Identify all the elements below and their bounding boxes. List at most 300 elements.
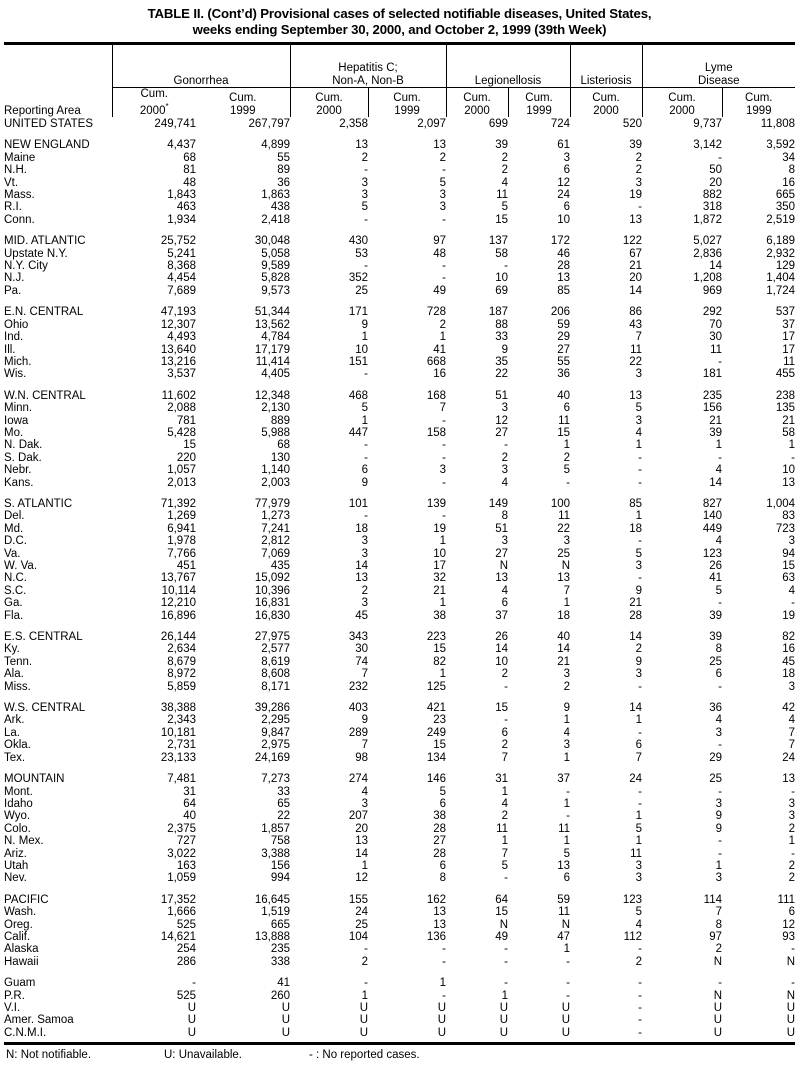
row-value-cell: 11,602: [161, 389, 196, 402]
row-area-label: Va.: [4, 547, 21, 560]
row-value-cell: U: [187, 1014, 196, 1027]
row-value-cell: 63: [782, 572, 796, 585]
row-value-cell: 15: [433, 643, 447, 656]
row-spacer: [4, 226, 795, 235]
table-row: [4, 798, 795, 810]
row-value-cell: 15,092: [254, 572, 291, 585]
table-row: [4, 177, 795, 189]
row-value-cell: U: [359, 1014, 369, 1027]
row-value-cell: 4: [563, 726, 571, 739]
row-value-cell: 45: [782, 655, 796, 668]
row-value-cell: 1: [563, 439, 571, 452]
table-header: [4, 44, 795, 118]
row-value-cell: 1: [361, 331, 369, 344]
row-value-cell: 104: [348, 930, 369, 943]
table-row: [4, 548, 795, 560]
row-value-cell: 5,241: [167, 247, 196, 260]
row-value-cell: 5: [361, 201, 369, 214]
row-value-cell: 13,888: [254, 930, 291, 943]
row-value-cell: -: [504, 977, 509, 990]
row-value-cell: -: [504, 872, 509, 885]
row-value-cell: 4,405: [261, 368, 291, 381]
row-value-cell: -: [638, 1026, 643, 1039]
row-value-cell: -: [566, 989, 571, 1002]
row-value-cell: 27,975: [254, 631, 291, 644]
row-value-cell: 17,352: [160, 893, 196, 906]
row-area-label: Ky.: [4, 643, 20, 656]
row-value-cell: 235: [702, 389, 723, 402]
spacer-cell: [4, 489, 795, 498]
table-row: [4, 344, 795, 356]
row-value-cell: 39: [495, 139, 509, 152]
row-value-cell: -: [791, 451, 796, 464]
row-value-cell: 781: [176, 414, 196, 427]
row-value-cell: 37: [557, 773, 571, 786]
row-value-cell: 2: [563, 680, 571, 693]
table-row: [4, 752, 795, 764]
row-value-cell: 5: [635, 822, 643, 835]
row-value-cell: -: [638, 535, 643, 548]
row-area-label: N.H.: [4, 164, 27, 177]
row-area-label: Md.: [4, 522, 24, 535]
row-value-cell: 13: [782, 773, 796, 786]
subheader-cum-label: Cum.: [745, 92, 773, 104]
row-value-cell: 7: [361, 668, 369, 681]
row-value-cell: 28: [629, 609, 643, 622]
row-value-cell: 22: [629, 355, 643, 368]
row-area-label: Ark.: [4, 714, 25, 727]
row-value-cell: 728: [426, 306, 447, 319]
row-value-cell: 3: [361, 176, 369, 189]
row-value-cell: 12: [355, 872, 369, 885]
row-value-cell: 430: [348, 235, 369, 248]
spacer-cell: [4, 968, 795, 977]
row-value-cell: -: [791, 943, 796, 956]
row-value-cell: 8,972: [167, 668, 196, 681]
table-row: [4, 356, 795, 368]
row-value-cell: 4,899: [261, 139, 291, 152]
row-value-cell: 22: [277, 810, 291, 823]
table-row: [4, 214, 795, 226]
column-group-gonorrhea: [112, 44, 290, 88]
table-row-total: [4, 117, 795, 130]
row-value-cell: 25: [355, 284, 369, 297]
row-value-cell: N: [561, 918, 571, 931]
row-value-cell: -: [718, 785, 723, 798]
row-value-cell: 3: [563, 151, 571, 164]
row-value-cell: 3: [563, 739, 571, 752]
row-value-cell: 20: [629, 272, 643, 285]
row-value-cell: 28: [433, 847, 447, 860]
row-value-cell: 156: [270, 859, 291, 872]
row-area-label: Minn.: [4, 402, 33, 415]
row-value-cell: 3: [788, 810, 796, 823]
row-value-cell: 1: [563, 714, 571, 727]
table-row-region: [4, 306, 795, 318]
row-value-cell: U: [561, 1026, 571, 1039]
row-area-label: E.S. CENTRAL: [4, 631, 83, 644]
row-value-cell: 520: [622, 118, 643, 130]
row-value-cell: 97: [433, 235, 447, 248]
row-spacer: [4, 489, 795, 498]
row-value-cell: 13,640: [160, 343, 196, 356]
table-row: [4, 510, 795, 522]
row-area-label: Guam: [4, 977, 36, 990]
row-value-cell: 38: [433, 609, 447, 622]
row-value-cell: 1: [788, 439, 796, 452]
row-value-cell: -: [638, 797, 643, 810]
table-row: [4, 285, 795, 297]
row-value-cell: 85: [629, 497, 643, 510]
row-value-cell: 3: [635, 368, 643, 381]
row-value-cell: 447: [348, 426, 369, 439]
subheader-cum-label: Cum.: [668, 92, 696, 104]
row-spacer: [4, 622, 795, 631]
row-value-cell: 31: [495, 773, 509, 786]
row-value-cell: -: [504, 955, 509, 968]
row-value-cell: 8: [439, 872, 447, 885]
table-row: [4, 152, 795, 164]
row-value-cell: 21: [629, 260, 643, 273]
title-line-2: weeks ending September 30, 2000, and October 2, 1999 (39th Week): [192, 22, 607, 37]
table-row: [4, 597, 795, 609]
row-value-cell: -: [504, 714, 509, 727]
row-value-cell: 13: [557, 572, 571, 585]
row-value-cell: 7: [635, 751, 643, 764]
row-value-cell: 59: [557, 893, 571, 906]
row-value-cell: 37: [782, 318, 796, 331]
table-row-region: [4, 235, 795, 247]
row-value-cell: 1: [501, 785, 509, 798]
row-value-cell: 1: [361, 414, 369, 427]
row-value-cell: 6: [788, 906, 796, 919]
row-value-cell: -: [638, 451, 643, 464]
row-value-cell: 9,847: [261, 726, 291, 739]
row-area-label: La.: [4, 726, 20, 739]
row-value-cell: 3: [635, 560, 643, 572]
row-value-cell: 537: [775, 306, 796, 319]
row-value-cell: 140: [702, 510, 723, 523]
subheader-gonorrhea-1999: [196, 88, 290, 118]
row-value-cell: 1: [635, 510, 643, 523]
row-value-cell: -: [442, 943, 447, 956]
row-value-cell: -: [566, 810, 571, 823]
row-value-cell: 3: [439, 464, 447, 477]
row-value-cell: 16,830: [254, 609, 291, 622]
table-row: [4, 739, 795, 751]
subheader-gonorrhea-2000: [112, 88, 196, 118]
row-value-cell: 254: [176, 943, 196, 956]
row-value-cell: 3,388: [261, 847, 291, 860]
row-value-cell: 8,608: [261, 668, 291, 681]
row-value-cell: U: [281, 1014, 291, 1027]
row-value-cell: U: [499, 1002, 509, 1014]
row-value-cell: -: [791, 597, 796, 610]
page-title: [10, 6, 789, 38]
row-value-cell: 14: [629, 631, 643, 644]
row-value-cell: 151: [348, 355, 369, 368]
row-value-cell: -: [442, 451, 447, 464]
row-value-cell: 3,142: [693, 139, 723, 152]
row-value-cell: -: [638, 977, 643, 990]
table-row: [4, 368, 795, 380]
row-value-cell: 6: [361, 464, 369, 477]
row-value-cell: -: [442, 989, 447, 1002]
row-area-label: PACIFIC: [4, 893, 49, 906]
row-value-cell: 1,724: [766, 284, 796, 297]
row-value-cell: U: [437, 1026, 447, 1039]
row-value-cell: U: [359, 1026, 369, 1039]
row-area-label: N.C.: [4, 572, 27, 585]
row-value-cell: 15: [495, 702, 509, 715]
row-area-label: Alaska: [4, 943, 39, 956]
row-value-cell: 10: [495, 272, 509, 285]
row-value-cell: 2: [715, 943, 723, 956]
row-value-cell: 14: [557, 643, 571, 656]
spacer-cell: [4, 693, 795, 702]
row-value-cell: 2: [501, 668, 509, 681]
row-value-cell: 24: [782, 751, 796, 764]
row-value-cell: 13,216: [160, 355, 196, 368]
row-value-cell: 9: [715, 810, 723, 823]
subheader-cum-label: Cum.: [315, 92, 343, 104]
row-value-cell: -: [638, 464, 643, 477]
row-value-cell: -: [504, 943, 509, 956]
row-area-label: W.N. CENTRAL: [4, 389, 86, 402]
row-value-cell: 1: [635, 810, 643, 823]
row-value-cell: 2: [439, 151, 447, 164]
row-value-cell: -: [718, 739, 723, 752]
row-value-cell: -: [791, 785, 796, 798]
row-value-cell: 3: [635, 668, 643, 681]
row-value-cell: 7: [788, 739, 796, 752]
row-value-cell: 1: [361, 859, 369, 872]
row-value-cell: 15: [183, 439, 196, 452]
subheader-year-label: 2000: [593, 104, 619, 117]
row-value-cell: 2,013: [167, 476, 196, 489]
row-value-cell: -: [718, 680, 723, 693]
row-value-cell: 8,368: [167, 260, 196, 273]
row-value-cell: 5: [501, 859, 509, 872]
row-value-cell: 29: [557, 331, 571, 344]
row-value-cell: 6: [439, 797, 447, 810]
row-value-cell: -: [442, 164, 447, 177]
row-value-cell: 7: [563, 584, 571, 597]
row-value-cell: 12,210: [160, 597, 196, 610]
row-value-cell: 19: [433, 522, 447, 535]
subheader-year-label: 1999: [229, 104, 256, 117]
row-value-cell: 48: [433, 247, 447, 260]
row-value-cell: 130: [270, 451, 291, 464]
row-value-cell: 3: [439, 189, 447, 202]
row-value-cell: 13: [355, 835, 369, 848]
row-value-cell: U: [187, 1002, 196, 1014]
table-row: [4, 919, 795, 931]
row-area-label: Mass.: [4, 189, 35, 202]
row-value-cell: 41: [277, 977, 291, 990]
row-value-cell: 338: [270, 955, 291, 968]
row-value-cell: 18: [629, 522, 643, 535]
row-value-cell: 11: [496, 189, 509, 202]
row-value-cell: 71,392: [160, 497, 196, 510]
table-row: [4, 402, 795, 414]
row-value-cell: 26: [709, 560, 723, 572]
table-row: [4, 415, 795, 427]
row-value-cell: N: [561, 560, 571, 572]
table-row-region: [4, 390, 795, 402]
row-value-cell: 14: [709, 476, 723, 489]
row-value-cell: 8,679: [167, 655, 196, 668]
row-value-cell: 207: [348, 810, 369, 823]
row-value-cell: 23,133: [160, 751, 196, 764]
row-area-label: Oreg.: [4, 918, 33, 931]
row-area-label: V.I.: [4, 1002, 21, 1014]
row-value-cell: -: [638, 201, 643, 214]
row-value-cell: U: [499, 1014, 509, 1027]
group-label-gonorrhea: Gonorrhea: [173, 74, 229, 87]
row-value-cell: 889: [270, 414, 291, 427]
header-group-row: [4, 44, 795, 88]
group-label-lyme-line1: Lyme: [704, 62, 733, 74]
row-value-cell: 2: [501, 739, 509, 752]
spacer-cell: [4, 622, 795, 631]
row-value-cell: 168: [426, 389, 447, 402]
row-value-cell: 15: [782, 560, 796, 572]
row-value-cell: 421: [426, 702, 447, 715]
table-body: [4, 117, 795, 1039]
row-value-cell: 55: [277, 151, 291, 164]
row-value-cell: 4: [715, 464, 723, 477]
row-value-cell: 6: [635, 739, 643, 752]
row-area-label: Idaho: [4, 797, 33, 810]
row-value-cell: 4: [501, 584, 509, 597]
row-value-cell: 45: [355, 609, 369, 622]
row-value-cell: 5: [715, 584, 723, 597]
row-value-cell: -: [364, 439, 369, 452]
row-value-cell: 5: [635, 547, 643, 560]
row-value-cell: 7,766: [167, 547, 196, 560]
table-row: [4, 848, 795, 860]
row-value-cell: 274: [348, 773, 369, 786]
group-label-hepatitis-c-line1: Hepatitis C;: [338, 62, 398, 74]
row-value-cell: U: [281, 1026, 291, 1039]
row-value-cell: 5: [439, 785, 447, 798]
row-value-cell: 6: [501, 597, 509, 610]
row-value-cell: 23: [433, 714, 447, 727]
row-value-cell: 26,144: [160, 631, 196, 644]
row-value-cell: 9: [361, 714, 369, 727]
row-value-cell: 49: [433, 284, 447, 297]
row-value-cell: 30,048: [254, 235, 291, 248]
row-value-cell: 724: [550, 118, 571, 130]
row-value-cell: 55: [557, 355, 571, 368]
row-value-cell: 206: [550, 306, 571, 319]
row-value-cell: 89: [277, 164, 291, 177]
subheader-year-label: 1999: [745, 104, 772, 117]
row-value-cell: 98: [355, 751, 369, 764]
row-value-cell: -: [364, 977, 369, 990]
row-value-cell: -: [566, 977, 571, 990]
row-value-cell: 4: [788, 714, 796, 727]
row-value-cell: 3: [501, 464, 509, 477]
row-value-cell: 438: [270, 201, 291, 214]
row-value-cell: 727: [176, 835, 196, 848]
row-area-label: Tenn.: [4, 655, 33, 668]
row-value-cell: 50: [709, 164, 723, 177]
row-value-cell: 58: [782, 426, 796, 439]
row-value-cell: 343: [348, 631, 369, 644]
row-value-cell: 172: [550, 235, 571, 248]
row-value-cell: -: [791, 847, 796, 860]
row-value-cell: 15: [495, 213, 509, 226]
row-value-cell: 7: [501, 847, 509, 860]
column-group-legionellosis: [446, 44, 570, 88]
row-value-cell: 163: [176, 859, 196, 872]
row-area-label: W. Va.: [4, 560, 38, 572]
row-value-cell: 758: [270, 835, 291, 848]
row-value-cell: -: [442, 213, 447, 226]
row-value-cell: 93: [782, 930, 796, 943]
row-value-cell: 21: [557, 655, 571, 668]
row-spacer: [4, 764, 795, 773]
row-value-cell: 451: [176, 560, 196, 572]
row-value-cell: 81: [183, 164, 196, 177]
row-value-cell: 37: [495, 609, 509, 622]
subheader-year-label: 1999: [526, 104, 552, 117]
row-value-cell: 1: [439, 535, 447, 548]
row-value-cell: 1,208: [693, 272, 723, 285]
row-value-cell: 7,069: [261, 547, 291, 560]
row-value-cell: U: [499, 1026, 509, 1039]
row-value-cell: 468: [348, 389, 369, 402]
row-value-cell: 1: [439, 977, 447, 990]
row-value-cell: -: [638, 726, 643, 739]
row-value-cell: 7,689: [167, 284, 196, 297]
row-area-label: Ind.: [4, 331, 24, 344]
column-group-lyme-disease: [642, 44, 795, 88]
row-value-cell: 5: [439, 176, 447, 189]
table-row: [4, 272, 795, 284]
row-value-cell: 2: [361, 584, 369, 597]
row-value-cell: 68: [183, 151, 196, 164]
row-value-cell: 17: [782, 331, 796, 344]
row-value-cell: 1: [635, 439, 643, 452]
row-value-cell: -: [638, 680, 643, 693]
row-area-label: Nev.: [4, 872, 27, 885]
row-area-label: Conn.: [4, 213, 35, 226]
row-value-cell: 24: [355, 906, 369, 919]
column-group-listeriosis: [570, 44, 642, 88]
row-value-cell: 13: [355, 572, 369, 585]
row-value-cell: 111: [777, 893, 796, 906]
row-value-cell: 8,619: [261, 655, 291, 668]
row-value-cell: 2,130: [261, 402, 291, 415]
row-area-label: S. Dak.: [4, 451, 42, 464]
table-row-region: [4, 498, 795, 510]
row-value-cell: 6,941: [167, 522, 196, 535]
row-value-cell: -: [504, 680, 509, 693]
row-value-cell: 2,418: [261, 213, 291, 226]
row-area-label: Okla.: [4, 739, 31, 752]
subheader-year-label: 2000: [464, 104, 490, 117]
row-value-cell: 2,577: [261, 643, 291, 656]
row-value-cell: 25: [709, 655, 723, 668]
row-area-label: Hawaii: [4, 955, 39, 968]
row-value-cell: 18: [557, 609, 571, 622]
row-value-cell: 28: [557, 260, 571, 273]
row-value-cell: 11: [783, 355, 796, 368]
row-value-cell: 7,481: [167, 773, 196, 786]
